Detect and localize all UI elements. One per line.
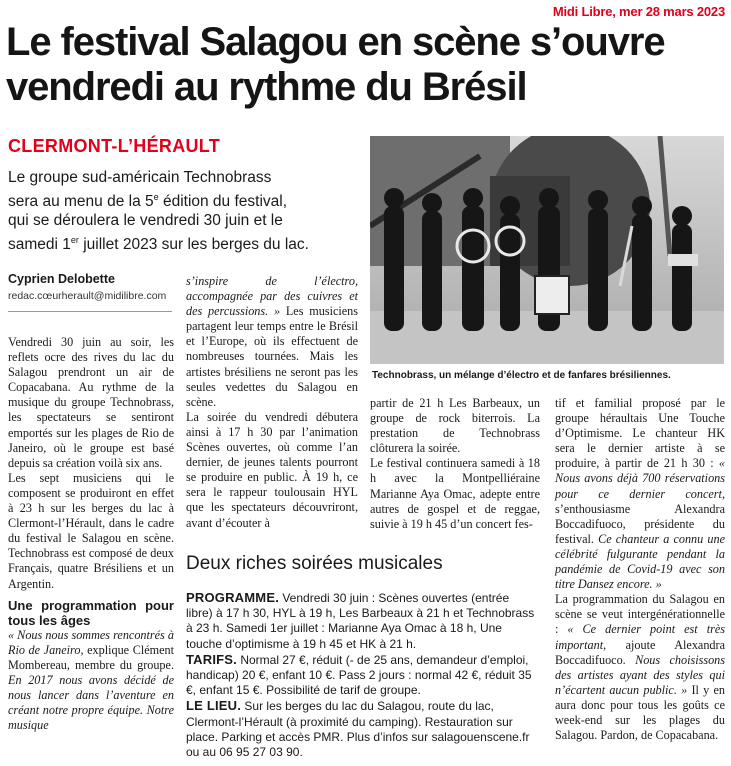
info-label: TARIFS. (186, 651, 237, 667)
text: ajoute Alexandra Boccadifuoco. (555, 637, 725, 667)
lead-line-2 (8, 188, 368, 212)
lead-superscript: er (70, 234, 79, 245)
paragraph (555, 592, 725, 743)
tarifs-info (186, 652, 538, 699)
info-box (186, 590, 538, 760)
author-email[interactable]: redac.cœurherault@midilibre.com (8, 290, 167, 302)
band-photo (370, 136, 724, 364)
text: La programmation du Salagou en scène se veut intergénérationnelle : (555, 592, 725, 637)
paragraph: partir de 21 h Les Barbeaux, un groupe de rock biterrois. La prestation de Technobrass clôturera la soirée. (370, 396, 540, 456)
lead-paragraph (8, 168, 368, 254)
info-label: LE LIEU. (186, 698, 242, 714)
info-box-title: Deux riches soirées musicales (186, 553, 443, 574)
lead-text: samedi 1 (8, 235, 71, 253)
quote: Nous choisissons des artistes ayant des styles qui n’écartent aucun public. » (555, 652, 725, 697)
section-label: CLERMONT-L’HÉRAULT (8, 136, 221, 156)
quote: « Ce dernier point est très important, (555, 622, 725, 652)
text: Il y en aura donc pour tous les goûts ce week-end sur les plages du Salagou. Pardon, de Copacabana. (555, 682, 725, 743)
headline-line-2: vendredi au rythme du Brésil (6, 65, 527, 109)
paragraph (8, 628, 174, 734)
paragraph: Vendredi 30 juin au soir, les reflets ocre des rives du lac du Salagou prendront un air de Copacabana. Au rythme de la musique du groupe Technobrass, les spectateurs se sentiront emportés sur les plages de Rio de Janeiro, où le groupe est basé depuis sa création voilà six ans. (8, 335, 174, 470)
text: tif et familial proposé par le groupe héraultais Une Touche d’Optimisme. Le chanteur HK sera le dernier artiste à se produire, à partir de 21 h 30 : (555, 396, 725, 471)
lead-text: édition du festival, (158, 192, 288, 210)
subheading: Une programmation pour tous les âges (8, 597, 174, 628)
headline (6, 20, 726, 110)
text: explique Clément Mombereau, membre du groupe. (8, 642, 174, 672)
text: Les musiciens partagent leur temps entre le Brésil et l’Europe, où ils effectuent de nombreuses tournées. Mais les artistes brésiliens ne seront pas les seules vedettes du Salagou en scène. (186, 304, 358, 409)
quote: « Nous avons déjà 700 réservations pour ce dernier concert, (555, 456, 726, 501)
author-name: Cyprien Delobette (8, 272, 115, 286)
headline-line-1: Le festival Salagou en scène s’ouvre (6, 20, 665, 64)
quote: « Nous nous sommes rencontrés à Rio de Janeiro, (8, 627, 174, 657)
lead-line-1: Le groupe sud-américain Technobrass (8, 169, 272, 186)
paragraph: La soirée du vendredi débutera ainsi à 17 h 30 par l’animation Scènes ouvertes, où comme l’an dernier, de jeunes talents pourront se produire en public. À 19 h, ce sera le rappeur toulousain HYL que les spectateurs découvriront, avant d’écouter à (186, 409, 358, 530)
article-column-2 (186, 274, 358, 531)
paragraph (186, 274, 358, 410)
paragraph: Les sept musiciens qui le composent se produiront en effet à 23 h sur les berges du lac à Clermont-l’Hérault, dans le cadre du festival le Salagou en scène. Technobrass est composé de deux Français, quatre Brésiliens et un Argentin. (8, 470, 174, 591)
lead-superscript: e (153, 191, 159, 202)
article-column-4 (555, 396, 725, 743)
divider (8, 311, 172, 312)
paragraph (555, 396, 725, 592)
lead-text: sera au menu de la 5 (8, 192, 154, 210)
lead-text: juillet 2023 sur les berges du lac. (78, 235, 309, 253)
text: s’enthousiasme Alexandra Boccadifuoco, présidente du festival. (555, 501, 725, 546)
paragraph: Le festival continuera samedi à 18 h avec la Montpelliéraine Marianne Aya Omac, adepte entre autres de gospel et de reggae, suivie à 19 h 45 d’un concert fes- (370, 456, 540, 531)
photo-illustration (370, 136, 724, 364)
info-label: PROGRAMME. (186, 590, 279, 605)
source-line: Midi Libre, mer 28 mars 2023 (552, 4, 725, 19)
programme-info (186, 590, 538, 652)
info-text: Sur les berges du lac du Salagou, route du lac, Clermont-l’Hérault (à proximité du camping). Restauration sur place. Parking et accès PMR. Plus d’infos sur salagouenscene.fr ou au 06 95 27 03 90. (186, 699, 530, 760)
lieu-info (186, 698, 538, 760)
lead-line-4 (8, 231, 368, 255)
photo-caption: Technobrass, un mélange d’électro et de fanfares brésiliennes. (372, 370, 671, 381)
quote: Ce chanteur a connu une célébrité fulgurante pendant la pandémie de Covid-19 avec son titre Dansez encore. » (555, 531, 725, 592)
info-text: Normal 27 €, réduit (- de 25 ans, demandeur d’emploi, handicap) 20 €, enfant 10 €. Pass 2 jours : normal 42 €, réduit 35 €, enfant 15 €. Possibilité de tarif de groupe. (186, 652, 532, 698)
info-text: Vendredi 30 juin : Scènes ouvertes (entrée libre) à 17 h 30, HYL à 19 h, Les Barbeaux à 21 h et Technobrass à 23 h. Samedi 1er juillet : Marianne Aya Omac à 18 h, Une touche d’optimisme à 19 h 45 et HK à 21 h. (186, 591, 535, 651)
article-column-3 (370, 396, 540, 532)
article-column-1 (8, 335, 174, 733)
quote: s’inspire de l’électro, accompagnée par des cuivres et des percussions. » (186, 274, 358, 319)
quote: En 2017 nous avons décidé de nous lancer dans l’aventure en créant notre propre équipe. Notre musique (8, 672, 174, 733)
lead-line-3: qui se déroulera le vendredi 30 juin et le (8, 212, 283, 230)
